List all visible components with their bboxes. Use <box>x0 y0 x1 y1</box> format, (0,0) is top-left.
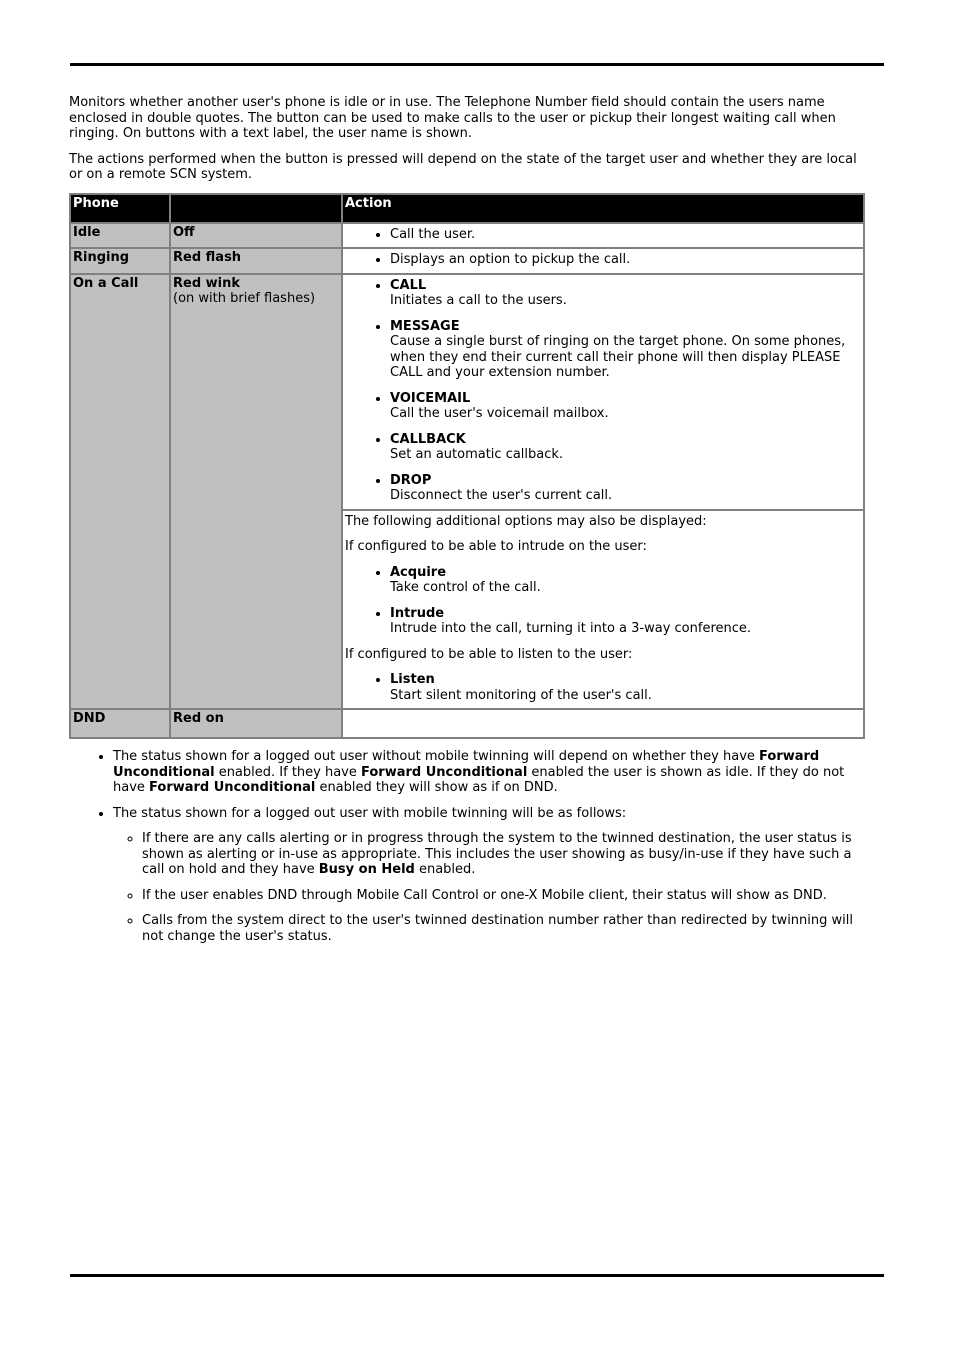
state-dnd: DND <box>70 709 170 738</box>
action-title: • CALL <box>390 277 427 293</box>
action-desc: Cause a single burst of ringing on the target phone. On some phones, when they end their current call their phone will then display PLEASE CALL and your extension number. <box>390 334 846 380</box>
table-row-dnd <box>70 709 864 738</box>
header-action: Action <box>342 194 864 223</box>
action-dnd <box>342 709 864 738</box>
state-idle: Idle <box>70 223 170 249</box>
table-row-on-a-call <box>70 274 864 510</box>
lamp-red-flash: Red flash <box>170 248 342 274</box>
header-rule <box>70 63 884 66</box>
list-item: • Call the user. <box>390 227 861 243</box>
action-desc: Initiates a call to the users. <box>390 293 567 308</box>
action-desc: Disconnect the user's current call. <box>390 488 613 503</box>
action-title: • Intrude <box>390 605 445 621</box>
list-item <box>390 432 861 463</box>
action-desc: Take control of the call. <box>390 580 541 595</box>
action-title: • VOICEMAIL <box>390 390 471 406</box>
list-item: ◦ If the user enables DND through Mobile Call Control or one-X Mobile client, their status will show as DND. <box>142 888 865 904</box>
action-desc: Set an automatic callback. <box>390 447 564 462</box>
action-title: • Listen <box>390 672 435 687</box>
note-bold: Forward Unconditional <box>149 780 316 795</box>
list-item: ◦ Calls from the system direct to the user's twinned destination number rather than redirected by twinning will not change the user's status. <box>142 913 865 944</box>
lamp-off: Off <box>170 223 342 249</box>
listen-intro: If configured to be able to listen to the user: <box>345 646 633 662</box>
lamp-red-on: Red on <box>170 709 342 738</box>
lamp-red-wink <box>170 274 342 710</box>
action-title: • MESSAGE <box>390 318 460 334</box>
list-item <box>390 565 861 596</box>
intrude-intro: If configured to be able to intrude on the user: <box>345 539 647 554</box>
page-content <box>69 95 865 954</box>
action-desc: Intrude into the call, turning it into a 3-way conference. <box>390 621 752 636</box>
note-text: The status shown for a logged out user without mobile twinning will depend on whether they have <box>113 749 760 764</box>
action-on-a-call-additional <box>342 510 864 710</box>
button-state-table <box>69 193 865 740</box>
note-bold: Forward Unconditional <box>113 749 820 780</box>
action-on-a-call <box>342 274 864 510</box>
intro-paragraph-2: The actions performed when the button is pressed will depend on the state of the target user and whether they are local or on a remote SCN system. <box>69 151 857 182</box>
note-bold: Forward Unconditional <box>361 764 528 780</box>
additional-intro: The following additional options may also be displayed: <box>345 513 707 529</box>
notes-list <box>69 749 865 944</box>
header-lamp <box>170 194 342 223</box>
notes-sublist <box>113 831 865 944</box>
note-text: The status shown for a logged out user with mobile twinning will be as follows: <box>113 805 627 821</box>
action-title: • CALLBACK <box>390 431 466 447</box>
note-text: enabled they will show as if on DND. <box>315 780 558 795</box>
list-item <box>390 391 861 422</box>
lamp-red-wink-sub: (on with brief flashes) <box>173 291 316 306</box>
table-row-ringing <box>70 248 864 274</box>
action-desc: Start silent monitoring of the user's call. <box>390 687 652 703</box>
list-item <box>113 806 865 945</box>
action-idle <box>342 223 864 249</box>
footer-rule <box>70 1274 884 1277</box>
state-ringing: Ringing <box>70 248 170 274</box>
note-text: If there are any calls alerting or in progress through the system to the twinned destination, the user status is shown as alerting or in-use as appropriate. This includes the user showing as busy/in-use if they have such a call on hold and they have <box>142 831 852 877</box>
note-text: enabled. If they have <box>214 764 362 780</box>
list-item <box>390 672 861 703</box>
note-text: enabled the user is shown as idle. If they do not have <box>113 764 845 795</box>
list-item <box>113 749 865 796</box>
intro-paragraph-1: Monitors whether another user's phone is idle or in use. The Telephone Number field should contain the users name enclosed in double quotes. The button can be used to make calls to the user or pickup their longest waiting call when ringing. On buttons with a text label, the user name is shown. <box>69 95 836 141</box>
action-title: • DROP <box>390 472 432 488</box>
list-item: • Displays an option to pickup the call. <box>390 252 861 268</box>
note-text: enabled. <box>414 862 476 877</box>
header-phone: Phone <box>70 194 170 223</box>
list-item <box>390 473 861 504</box>
list-item <box>390 278 861 309</box>
action-ringing <box>342 248 864 274</box>
note-bold: Busy on Held <box>318 862 415 877</box>
action-title: • Acquire <box>390 564 447 580</box>
lamp-red-wink-label: Red wink <box>173 275 241 291</box>
list-item <box>390 606 861 637</box>
table-header-row <box>70 194 864 223</box>
table-row-idle <box>70 223 864 249</box>
list-item <box>390 319 861 381</box>
state-on-a-call: On a Call <box>70 274 170 710</box>
list-item <box>142 831 865 878</box>
action-desc: Call the user's voicemail mailbox. <box>390 406 609 421</box>
